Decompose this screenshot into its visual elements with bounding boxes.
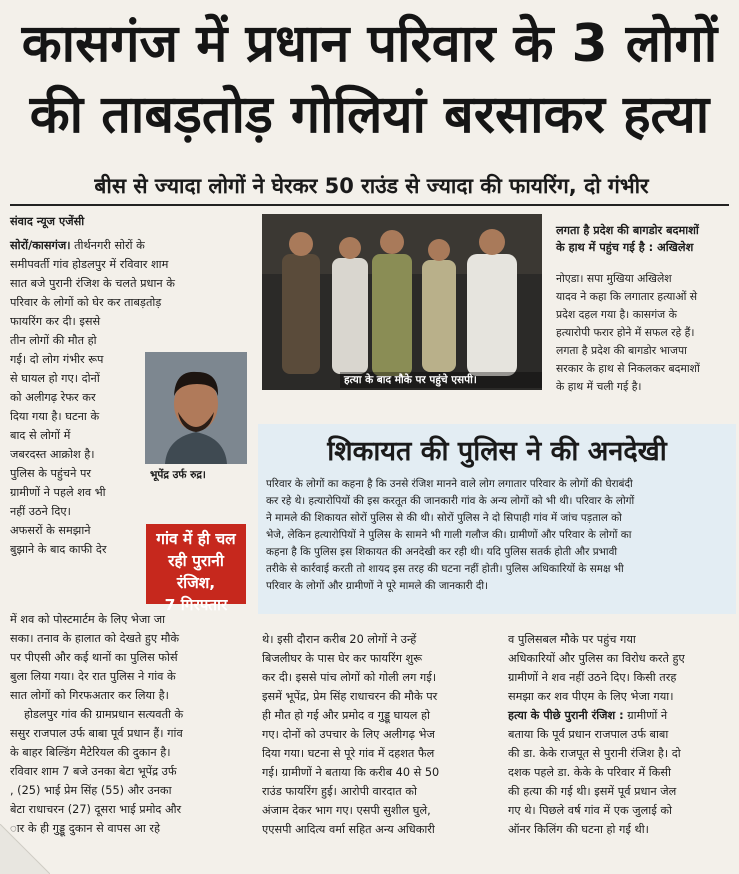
- column-3: [508, 630, 734, 839]
- lead-line: तीन लोगों की मौत हो: [10, 334, 97, 347]
- col3-line: ऑनर किलिंग की घटना हो गई थी।: [508, 823, 649, 836]
- col3-line: अधिकारियों और पुलिस का विरोध करते हुए: [508, 652, 685, 665]
- akhilesh-line: यादव ने कहा कि लगातार हत्याओं से: [556, 290, 698, 303]
- col3-line: ग्रामीणों ने: [627, 709, 668, 722]
- lead-bottom-lines: [10, 610, 250, 838]
- lead-line: में शव को पोस्टमार्टम के लिए भेजा जा: [10, 613, 166, 626]
- lead-line: बाद से लोगों में: [10, 429, 71, 442]
- col3-line: गए थे। पिछले वर्ष गांव में एक जुलाई को: [508, 804, 672, 817]
- lead-line: रविवार शाम 7 बजे उनका बेटा भूपेंद्र उर्फ: [10, 765, 177, 778]
- lead-line: जबरदस्त आक्रोश है।: [10, 448, 95, 461]
- akhilesh-body: [556, 270, 734, 396]
- lead-line: से घायल हो गए। दोनों: [10, 372, 100, 385]
- col2-line: थे। इसी दौरान करीब 20 लोगों ने उन्हें: [262, 633, 417, 646]
- shikayat-box: [258, 424, 736, 614]
- lead-line: समीपवर्ती गांव होडलपुर में रविवार शाम: [10, 258, 169, 271]
- shikayat-line: तरीके से कार्रवाई करती तो शायद इस तरह की घटना नहीं होती। पुलिस अधिकारियों के समक्ष भी: [266, 563, 624, 575]
- callout-line: 7 गिरफ्तार: [164, 596, 228, 614]
- akhilesh-line: हत्यारोपी फरार होने में सफल रहे हैं।: [556, 326, 695, 339]
- lead-line: गई। दो लोग गंभीर रूप: [10, 353, 104, 366]
- akhilesh-line: नोएडा। सपा मुखिया अखिलेश: [556, 272, 672, 285]
- portrait-photo: [145, 352, 247, 464]
- lead-narrow-lines: [10, 312, 138, 559]
- shikayat-line: परिवार के लोगों का कहना है कि उनसे रंजिश मानने वाले लोग लगातार परिवार के लोगों की घेराबंदी: [266, 478, 633, 490]
- shikayat-line: कर रहे थे। हत्यारोपियों की इस करतूत की जानकारी गांव के अन्य लोगों को भी थी। परिवार के लोगों: [266, 495, 635, 507]
- subheadline: बीस से ज्यादा लोगों ने घेरकर 50 राउंड से ज्यादा की फायरिंग, दो गंभीर: [94, 174, 649, 198]
- portrait-caption: भूपेंद्र उर्फ रुद्र।: [150, 469, 206, 481]
- shikayat-body: [266, 476, 728, 595]
- page-fold-icon: [0, 824, 50, 874]
- lead-line: , (25) भाई प्रेम सिंह (55) और उनका: [10, 784, 172, 797]
- col2-line: दिया गया। घटना से पूरे गांव में दहशत फैल: [262, 747, 435, 760]
- col2-line: गई। ग्रामीणों ने बताया कि करीब 40 से 50: [262, 766, 440, 779]
- lead-line: के बाहर बिल्डिंग मैटेरियल की दुकान है।: [10, 746, 171, 759]
- lead-line: ग्रामीणों ने पहले शव भी: [10, 486, 106, 499]
- scene-caption: हत्या के बाद मौके पर पहुंचे एसपी।: [340, 372, 542, 388]
- person-portrait-icon: [145, 352, 247, 464]
- akhilesh-heading: [556, 222, 732, 256]
- shikayat-line: ने मामले की शिकायत सोरों पुलिस से की थी। सोरों पुलिस ने दो सिपाही गांव में जांच पड़ताल को: [266, 512, 622, 524]
- lead-line: ार के ही गुड्डू दुकान से वापस आ रहे: [10, 822, 161, 835]
- col3-line: समझा कर शव पीएम के लिए भेजा गया।: [508, 690, 674, 703]
- lead-line: पर पीएसी और कई थानों का पुलिस फोर्स: [10, 651, 178, 664]
- lead-line: नहीं उठने दिए।: [10, 505, 71, 518]
- shikayat-line: कहना है कि पुलिस इस शिकायत की अनदेखी कर रही थी। यदि पुलिस सतर्क होती और प्रभावी: [266, 546, 618, 558]
- shikayat-heading: शिकायत की पुलिस ने की अनदेखी: [327, 436, 667, 467]
- headline-rule: [10, 204, 729, 206]
- lead-line: को अलीगढ़ रेफर कर: [10, 391, 96, 404]
- scene-photo: [262, 214, 542, 390]
- col2-line: कर दी। इससे पांच लोगों को गोली लग गई।: [262, 671, 437, 684]
- col3-subhead: हत्या के पीछे पुरानी रंजिश :: [508, 709, 624, 722]
- lead-line: बेटा राधाचरन (27) दूसरा भाई प्रमोद और: [10, 803, 182, 816]
- callout-line: गांव में ही चल: [156, 530, 236, 548]
- lead-line: सका। तनाव के हालात को देखते हुए मौके: [10, 632, 180, 645]
- col2-line: इसमें भूपेंद्र, प्रेम सिंह राधाचरन की मौके पर: [262, 690, 438, 703]
- col2-line: एएसपी आदित्य वर्मा सहित अन्य अधिकारी: [262, 823, 435, 836]
- lead-line: सात लोगों को गिरफअतार कर लिया है।: [10, 689, 169, 702]
- red-callout: [146, 524, 246, 614]
- lead-line: तीर्थनगरी सोरों के: [74, 239, 145, 252]
- callout-line: रही पुरानी रंजिश,: [168, 552, 224, 592]
- lead-full-lines: [10, 236, 250, 312]
- headline-line-2: की ताबड़तोड़ गोलियां बरसाकर हत्या: [29, 85, 710, 145]
- col3-line: बताया कि पूर्व प्रधान राजपाल उर्फ बाबा: [508, 728, 669, 741]
- headline-line-1: कासगंज में प्रधान परिवार के 3 लोगों: [21, 14, 718, 74]
- lead-line: ससुर राजपाल उर्फ बाबा पूर्व प्रधान हैं। गांव: [10, 727, 183, 740]
- dateline: सोरों/कासगंज।: [10, 239, 71, 252]
- column-2: [262, 630, 498, 839]
- col3-line: व पुलिसबल मौके पर पहुंच गया: [508, 633, 636, 646]
- lead-line: फायरिंग कर दी। इससे: [10, 315, 101, 328]
- lead-line: बुला लिया गया। देर रात पुलिस ने गांव के: [10, 670, 176, 683]
- lead-line: परिवार के लोगों को घेर कर ताबड़तोड़: [10, 296, 162, 309]
- col2-line: बिजलीघर के पास घेर कर फायरिंग शुरू: [262, 652, 422, 665]
- col3-line: की हत्या की गई थी। इसमें पूर्व प्रधान जेल: [508, 785, 677, 798]
- lead-line: होडलपुर गांव की ग्रामप्रधान सत्यवती के: [24, 708, 184, 721]
- lead-line: सात बजे पुरानी रंजिश के चलते प्रधान के: [10, 277, 175, 290]
- shikayat-line: परिवार के लोगों और ग्रामीणों ने पूरे मामले की जानकारी दी।: [266, 580, 489, 592]
- lead-line: पुलिस के पहुंचने पर: [10, 467, 91, 480]
- shikayat-line: भेजे, लेकिन हत्यारोपियों ने पुलिस के सामने भी गाली गलौज की। ग्रामीणों और परिवार के लोगों का: [266, 529, 632, 541]
- byline: संवाद न्यूज एजेंसी: [10, 215, 85, 228]
- lead-line: दिया गया है। घटना के: [10, 410, 100, 423]
- col3-line: ग्रामीणों ने शव नहीं उठने दिए। किसी तरह: [508, 671, 677, 684]
- col2-line: राउंड फायरिंग हुई। आरोपी वारदात को: [262, 785, 417, 798]
- col3-line: दशक पहले डा. केके के परिवार में किसी: [508, 766, 671, 779]
- akhilesh-line: के हाथ में चली गई है।: [556, 380, 642, 393]
- lead-line: अफसरों के समझाने: [10, 524, 91, 537]
- akhilesh-line: लगता है प्रदेश की बागडोर भाजपा: [556, 344, 687, 357]
- col2-line: अंजाम देकर भाग गए। एसपी सुशील घुले,: [262, 804, 431, 817]
- akhilesh-line: प्रदेश दहल गया है। कासगंज के: [556, 308, 677, 321]
- akhilesh-line: सरकार के हाथ से निकलकर बदमाशों: [556, 362, 700, 375]
- col3-line: की डा. केके राजपूत से पुरानी रंजिश है। दो: [508, 747, 681, 760]
- lead-line: बुझाने के बाद काफी देर: [10, 543, 107, 556]
- col2-line: गए। दोनों को उपचार के लिए अलीगढ़ भेज: [262, 728, 435, 741]
- akhilesh-head-line: के हाथ में पहुंच गई है : अखिलेश: [556, 241, 694, 254]
- akhilesh-head-line: लगता है प्रदेश की बागडोर बदमाशों: [556, 224, 699, 237]
- col2-line: ही मौत हो गई और प्रमोद व गुड्डू घायल हो: [262, 709, 430, 722]
- police-scene-icon: [262, 214, 542, 390]
